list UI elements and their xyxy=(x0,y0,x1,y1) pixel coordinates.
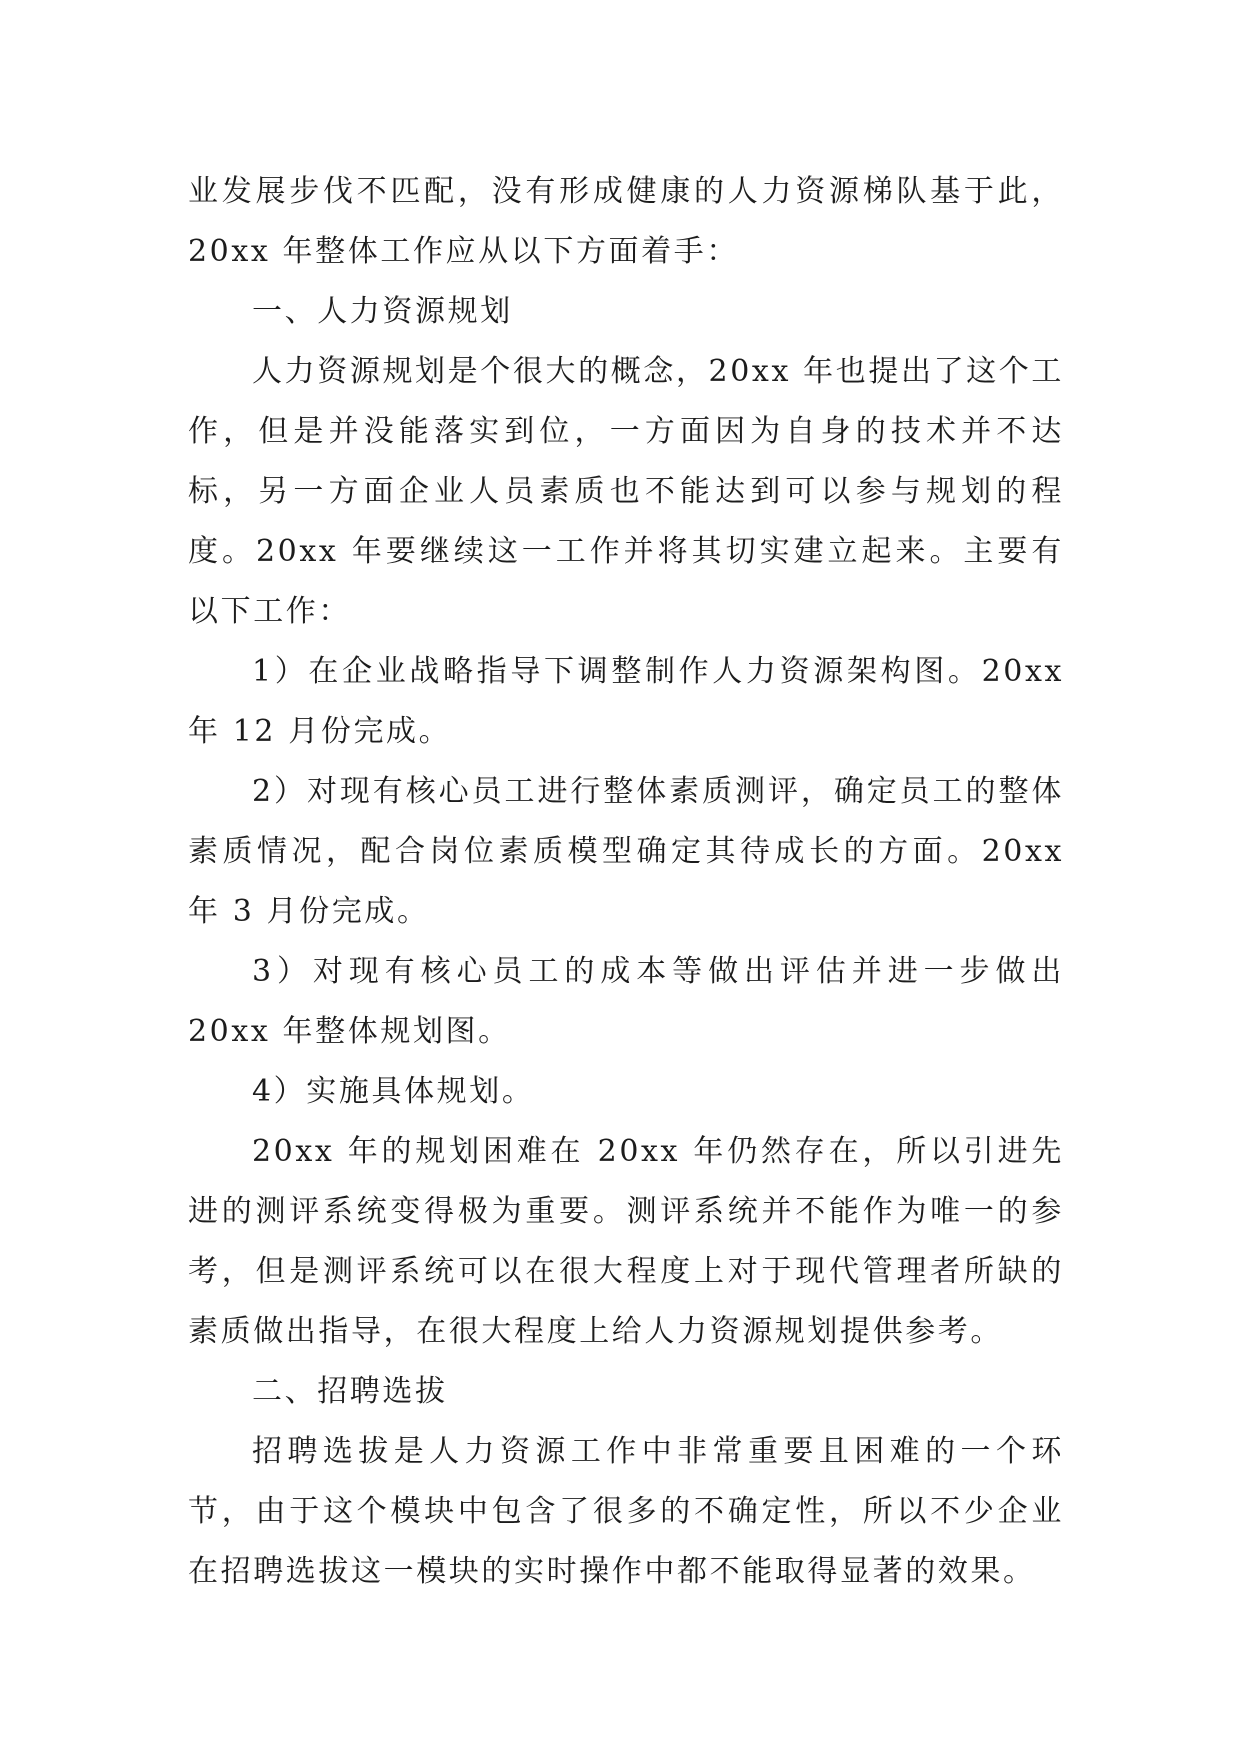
paragraph-continuation: 业发展步伐不匹配，没有形成健康的人力资源梯队基于此，20xx 年整体工作应从以下方面着手： xyxy=(188,174,1064,269)
paragraph-hr-planning-intro: 人力资源规划是个很大的概念，20xx 年也提出了这个工作，但是并没能落实到位，一方面因为自身的技术并不达标，另一方面企业人员素质也不能达到可以参与规划的程度。20xx 年要继续这一工作并将其切实建立起来。主要有以下工作： xyxy=(188,354,1064,629)
paragraph-assessment-system: 20xx 年的规划困难在 20xx 年仍然存在，所以引进先进的测评系统变得极为重要。测评系统并不能作为唯一的参考，但是测评系统可以在很大程度上对于现代管理者所缺的素质做出指导，在很大程度上给人力资源规划提供参考。 xyxy=(188,1134,1064,1349)
list-item-2: 2）对现有核心员工进行整体素质测评，确定员工的整体素质情况，配合岗位素质模型确定其待成长的方面。20xx 年 3 月份完成。 xyxy=(188,774,1064,929)
section-heading-recruitment: 二、招聘选拔 xyxy=(252,1374,448,1409)
section-heading-hr-planning: 一、人力资源规划 xyxy=(252,294,513,329)
list-item-4: 4）实施具体规划。 xyxy=(252,1074,535,1109)
list-item-3: 3）对现有核心员工的成本等做出评估并进一步做出 20xx 年整体规划图。 xyxy=(188,954,1064,1049)
document-body xyxy=(188,162,1064,1602)
list-item-1: 1）在企业战略指导下调整制作人力资源架构图。20xx 年 12 月份完成。 xyxy=(188,654,1064,749)
paragraph-recruitment-intro: 招聘选拔是人力资源工作中非常重要且困难的一个环节，由于这个模块中包含了很多的不确定性，所以不少企业在招聘选拔这一模块的实时操作中都不能取得显著的效果。 xyxy=(188,1434,1064,1589)
